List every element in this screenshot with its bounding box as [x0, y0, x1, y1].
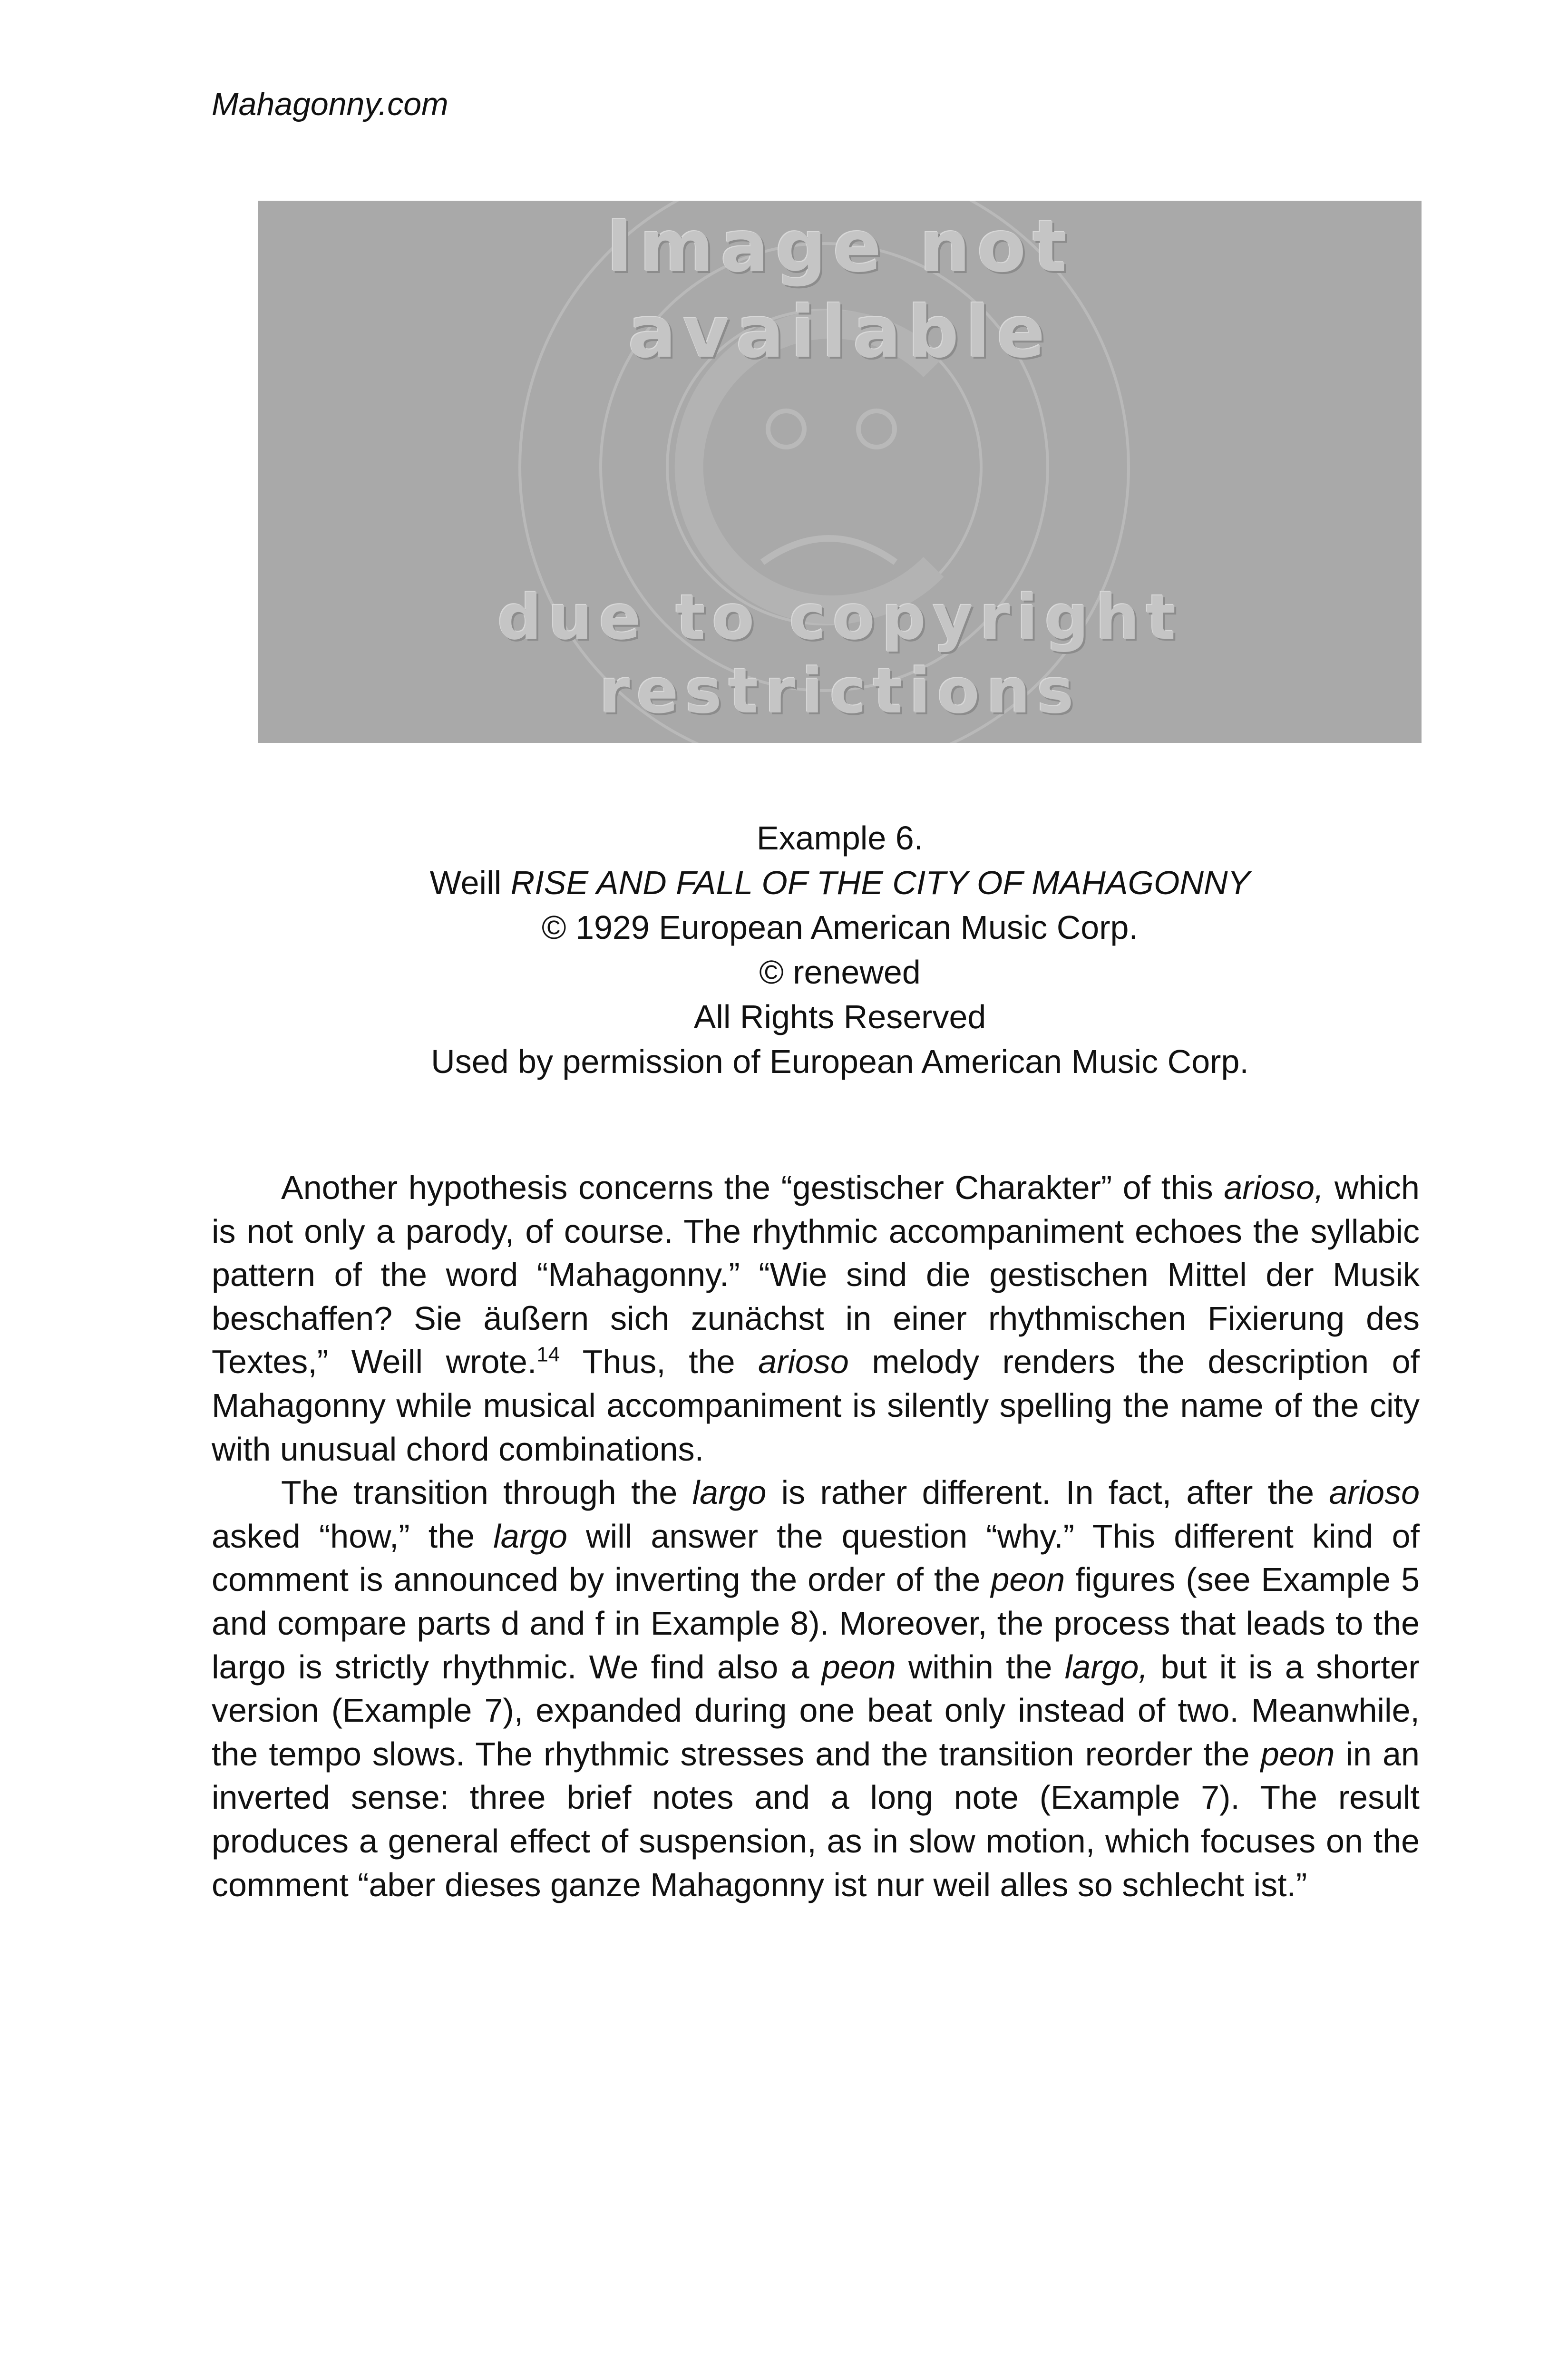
paragraph: Another hypothesis concerns the “gestischer Charakter” of this arioso, which is not only a parody, of course. The rhythmic accompaniment echoes the syllabic pattern of the word “Mahagonny.” “Wie sind die gestischen Mittel der Musik beschaffen? Sie äußern sich zunächst in einer rhythmischen Fixierung des Textes,” Weill wrote.$^{14}$ Thus, the arioso melody renders the description of Mahagonny while musical accompaniment is silently spelling the name of the city with unusual chord combinations. [212, 1169, 1420, 1468]
caption-work-title: Weill RISE AND FALL OF THE CITY OF MAHAGONNY [429, 864, 1250, 901]
body-text [212, 1166, 1420, 1907]
caption-rights: All Rights Reserved [693, 998, 986, 1035]
caption-renewed: © renewed [759, 954, 921, 991]
footnote-reference: 14 [536, 1343, 560, 1367]
placeholder-text-line: Image not [606, 205, 1074, 288]
image-unavailable-placeholder [258, 201, 1422, 743]
caption-permission: Used by permission of European American Music Corp. [431, 1043, 1249, 1080]
paragraph: The transition through the largo is rather different. In fact, after the arioso asked “how,” the largo will answer the question “why.” This different kind of comment is announced by inverting the order of the peon figures (see Example 5 and compare parts d and f in Example 8). Moreover, the process that leads to the largo is strictly rhythmic. We find also a peon within the largo, but it is a shorter version (Example 7), expanded during one beat only instead of two. Meanwhile, the tempo slows. The rhythmic stresses and the transition reorder the peon in an inverted sense: three brief notes and a long note (Example 7). The result produces a general effect of suspension, as in slow motion, which focuses on the comment “aber dieses ganze Mahagonny ist nur weil alles so schlecht ist.” [212, 1474, 1420, 1903]
placeholder-text-line: due to copyright [497, 581, 1183, 653]
placeholder-text-line: restrictions [599, 655, 1081, 727]
figure-caption [258, 816, 1422, 1084]
running-header: Mahagonny.com [212, 86, 448, 122]
placeholder-text-line: available [628, 291, 1052, 374]
caption-copyright: © 1929 European American Music Corp. [542, 909, 1138, 946]
caption-example-label: Example 6. [756, 819, 924, 857]
